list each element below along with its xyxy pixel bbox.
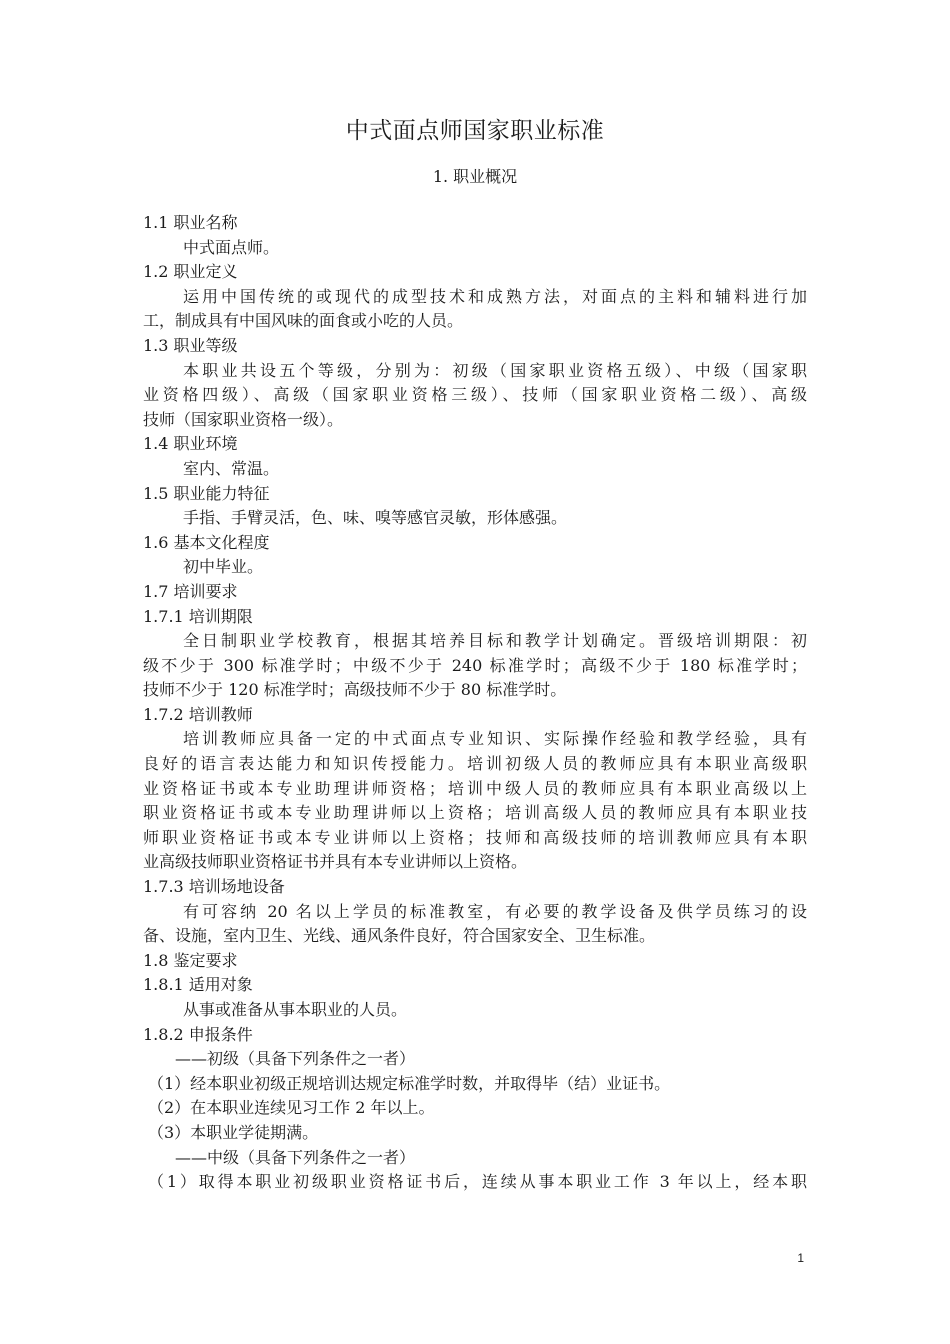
subsection-heading: 1.7.2 培训教师 [143,704,253,724]
paragraph-line: 中式面点师。 [183,237,280,257]
subsection-heading: 1.2 职业定义 [143,262,238,282]
paragraph-line: 业高级技师职业资格证书并具有本专业讲师以上资格。 [143,852,528,872]
paragraph-line: 备、设施，室内卫生、光线、通风条件良好，符合国家安全、卫生标准。 [143,926,656,946]
subsection-heading: 1.1 职业名称 [143,213,238,232]
paragraph-line: 有可容纳 20 名以上学员的标准教室，有必要的教学设备及供学员练习的设 [183,901,807,921]
list-item: （2）在本职业连续见习工作 2 年以上。 [148,1098,435,1118]
subsection-heading: 1.7.3 培训场地设备 [143,877,285,897]
paragraph-line: 师职业资格证书或本专业讲师以上资格；技师和高级技师的培训教师应具有本职 [143,827,807,847]
page-number: 1 [797,1251,804,1265]
subsection-heading: 1.7.1 培训期限 [143,606,253,626]
paragraph-line: 工，制成具有中国风味的面食或小吃的人员。 [143,311,464,331]
paragraph-line: 全日制职业学校教育，根据其培养目标和教学计划确定。晋级培训期限：初 [183,631,807,651]
document-title: 中式面点师国家职业标准 [345,118,605,144]
list-item: （1）经本职业初级正规培训达规定标准学时数，并取得毕（结）业证书。 [148,1073,671,1093]
paragraph-line: 业资格四级）、高级（国家职业资格三级）、技师（国家职业资格二级）、高级 [143,385,807,405]
list-item: （1）取得本职业初级职业资格证书后，连续从事本职业工作 3 年以上，经本职 [148,1172,807,1192]
subsection-heading: 1.6 基本文化程度 [143,532,270,552]
subsection-heading: 1.8 鉴定要求 [143,950,238,970]
paragraph-line: 培训教师应具备一定的中式面点专业知识、实际操作经验和教学经验，具有 [183,729,807,749]
paragraph-line: 运用中国传统的或现代的成型技术和成熟方法，对面点的主料和辅料进行加 [183,286,807,306]
paragraph-line: 从事或准备从事本职业的人员。 [183,1000,408,1019]
subsection-heading: 1.4 职业环境 [143,434,238,454]
paragraph-line: 良好的语言表达能力和知识传授能力。培训初级人员的教师应具有本职业高级职 [143,754,807,774]
section-heading: 1. 职业概况 [432,167,518,186]
paragraph-line: 技师（国家职业资格一级）。 [143,409,344,429]
paragraph-line: 手指、手臂灵活，色、味、嗅等感官灵敏，形体感强。 [183,508,568,528]
condition-heading: ——初级（具备下列条件之一者） [175,1049,416,1069]
subsection-heading: 1.3 职业等级 [143,335,238,355]
paragraph-line: 初中毕业。 [183,557,264,577]
paragraph-line: 业资格证书或本专业助理讲师资格；培训中级人员的教师应具有本职业高级以上 [143,778,807,798]
subsection-heading: 1.7 培训要求 [143,581,238,601]
paragraph-line: 职业资格证书或本专业助理讲师以上资格；培训高级人员的教师应具有本职业技 [143,803,807,823]
paragraph-line: 技师不少于 120 标准学时；高级技师不少于 80 标准学时。 [143,680,567,700]
paragraph-line: 本职业共设五个等级，分别为：初级（国家职业资格五级）、中级（国家职 [183,360,807,380]
subsection-heading: 1.5 职业能力特征 [143,483,270,503]
document-body [143,211,807,1195]
subsection-heading: 1.8.2 申报条件 [143,1024,253,1044]
subsection-heading: 1.8.1 适用对象 [143,975,253,995]
condition-heading: ——中级（具备下列条件之一者） [175,1147,416,1167]
list-item: （3）本职业学徒期满。 [148,1122,319,1142]
paragraph-line: 级不少于 300 标准学时；中级不少于 240 标准学时；高级不少于 180 标准学时； [143,655,807,675]
paragraph-line: 室内、常温。 [183,458,280,478]
